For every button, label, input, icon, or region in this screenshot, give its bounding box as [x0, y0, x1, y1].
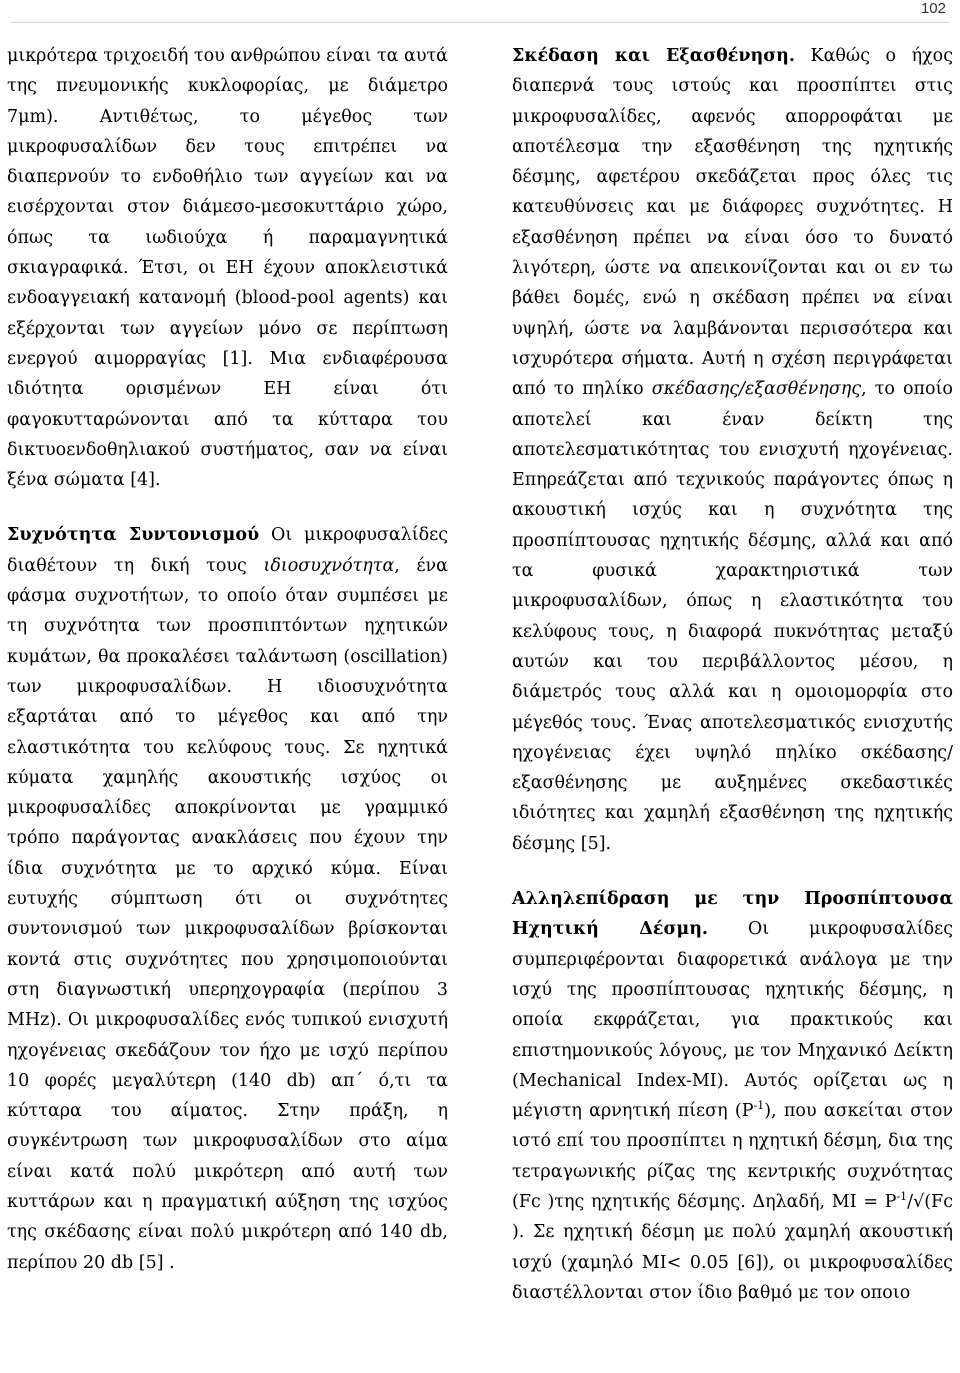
text-run: , ένα φάσμα συχνοτήτων, το οποίο όταν συμπέσει με τη συχνότητα των προσπιπτόντων ηχητικών κυμάτων, θα προκαλέσει ταλάντωση (oscillation) των μικροφυσαλίδων. Η ιδιοσυχνότητα εξαρτάται από το μέγεθος και από την ελαστικότητα του κελύφους τους. Σε ηχητικά κύματα χαμηλής ακουστικής ισχύος οι μικροφυσαλίδες αποκρίνονται με γραμμικό τρόπο παράγοντας ανακλάσεις που έχουν την ίδια συχνότητα με το αρχικό κύμα. Είναι ευτυχής σύμπτωση ότι οι συχνότητες συντονισμού των μικροφυσαλίδων βρίσκονται κοντά στις συχνότητες που χρησιμοποιούνται στη διαγνωστική υπερηχογραφία (περίπου 3 MHz). Οι μικροφυσαλίδες ενός τυπικού ενισχυτή ηχογένειας σκεδάζουν τον ήχο με ισχύ περίπου 10 φορές μεγαλύτερη (140 db) απ΄ ό,τι τα κύτταρα του αίματος. Στην πράξη, η συγκέντρωση των μικροφυσαλίδων στο αίμα είναι κατά πολύ μικρότερη από αυτή των κυττάρων και η πραγματική αύξηση της ισχύος της σκέδασης είναι πολύ μικρότερη από 140 db, περίπου 20 db [5] . — [7, 555, 448, 1273]
paragraph-p3 — [512, 41, 953, 859]
text-run: μικρότερα τριχοειδή του ανθρώπου είναι τα αυτά της πνευμονικής κυκλοφορίας, με διάμετρο 7μm). Αντιθέτως, το μέγεθος των μικροφυσαλίδων δεν τους επιτρέπει να διαπερνούν το ενδοθήλιο των αγγείων και να εισέρχονται στον διάμεσο-μεσοκυττάριο χώρο, όπως τα ιωδιούχα ή παραμαγνητικά σκιαγραφικά. Έτσι, οι ΕΗ έχουν αποκλειστικά ενδοαγγειακή κατανομή (blood-pool agents) και εξέρχονται των αγγείων μόνο σε περίπτωση ενεργού αιμορραγίας [1]. Μια ενδιαφέρουσα ιδιότητα ορισμένων ΕΗ είναι ότι φαγοκυτταρώνονται από τα κύτταρα του δικτυοενδοθηλιακού συστήματος, σαν να είναι ξένα σώματα [4]. — [7, 46, 448, 491]
text-run: Οι μικροφυσαλίδες διαθέτουν τη δική τους — [7, 525, 449, 576]
text-run: -1 — [753, 1099, 765, 1113]
text-run: Οι μικροφυσαλίδες συμπεριφέρονται διαφορετικά ανάλογα με την ισχύ της προσπίπτουσας ηχητικής δέσμης, η οποία εκφράζεται, για πρακτικούς και επιστημονικούς λόγους, με τον Μηχανικό Δείκτη (Mechanical Index-MI). Αυτός ορίζεται ως η μέγιστη αρνητική πίεση (P — [512, 919, 954, 1122]
text-run: σκέδασης/εξασθένησης — [651, 379, 862, 400]
paragraph-p4 — [512, 884, 953, 1308]
page-number: 102 — [920, 0, 946, 17]
paragraph-p2 — [7, 520, 448, 1277]
text-run: ), που ασκείται στον ιστό επί του προσπίπτει η ηχητική δέσμη, δια της τετραγωνικής ρίζας της κεντρικής συχνότητας (Fc )της ηχητικής δέσμης. Δηλαδή, MI = P — [512, 1101, 954, 1212]
text-run: ιδιοσυχνότητα — [263, 555, 395, 576]
text-run: Καθώς ο ήχος διαπερνά τους ιστούς και προσπίπτει στις μικροφυσαλίδες, αφενός απορροφάται με αποτέλεσμα την εξασθένηση της ηχητικής δέσμης, αφετέρου σκεδάζεται προς όλες τις κατευθύνσεις και με διάφορες συχνότητες. Η εξασθένηση πρέπει να είναι όσο το δυνατό λιγότερη, ώστε να απεικονίζονται και οι εν τω βάθει δομές, ενώ η σκέδαση πρέπει να είναι υψηλή, ώστε να λαμβάνονται περισσότερα και ισχυρότερα σήματα. Αυτή η σχέση περιγράφεται από το πηλίκο — [512, 46, 953, 400]
text-run: -1 — [896, 1190, 908, 1204]
heading-run: Σκέδαση και Εξασθένηση. — [512, 46, 795, 66]
heading-run: Αλληλεπίδραση με την Προσπίπτουσα Ηχητική Δέσμη. — [512, 889, 953, 940]
paragraph-p1 — [7, 41, 448, 495]
left-column — [7, 41, 448, 1303]
heading-run: Συχνότητα Συντονισμού — [7, 525, 260, 546]
right-column — [512, 41, 953, 1333]
text-run: , το οποίο αποτελεί και έναν δείκτη της αποτελεσματικότητας του ενισχυτή ηχογένειας. Επηρεάζεται από τεχνικούς παράγοντες όπως η ακουστική ισχύς και η συχνότητα της προσπίπτουσας ηχητικής δέσμης, αλλά και από τα φυσικά χαρακτηριστικά των μικροφυσαλίδων, όπως η ελαστικότητα του κελύφους τους, η διαφορά πυκνότητας μεταξύ αυτών και του περιβάλλοντος μέσου, η διάμετρός τους αλλά και η ομοιομορφία στο μέγεθός τους. Ένας αποτελεσματικός ενισχυτής ηχογένειας έχει υψηλό πηλίκο σκέδασης/εξασθένησης με αυξημένες σκεδαστικές ιδιότητες και χαμηλή εξασθένηση της ηχητικής δέσμης [5]. — [512, 379, 953, 854]
header-rule — [10, 22, 950, 23]
text-run: /√(Fc ). Σε ηχητική δέσμη με πολύ χαμηλή ακουστική ισχύ (χαμηλό MI< 0.05 [6]), οι μικροφυσαλίδες διαστέλλονται στον ίδιο βαθμό με τον οποιο — [512, 1191, 953, 1303]
